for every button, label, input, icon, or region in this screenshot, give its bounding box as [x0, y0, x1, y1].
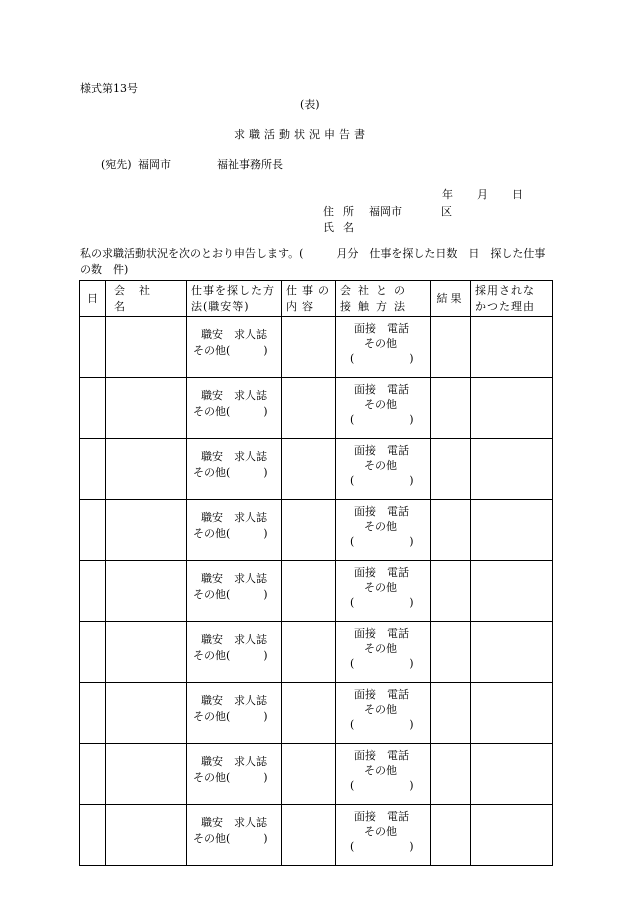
- contact-method-other: その他: [364, 581, 397, 594]
- rejection-reason-cell[interactable]: [471, 561, 553, 622]
- table-row: [80, 744, 553, 805]
- table-row: [80, 500, 553, 561]
- rejection-reason-cell[interactable]: [471, 500, 553, 561]
- search-method-cell[interactable]: [187, 622, 282, 683]
- contact-method-other: その他: [364, 398, 397, 411]
- contact-method-cell[interactable]: [336, 561, 431, 622]
- col-header-search-method-line2: 法(職安等): [191, 299, 250, 313]
- result-cell[interactable]: [431, 683, 471, 744]
- search-method-cell[interactable]: [187, 683, 282, 744]
- declaration-statement: 私の求職活動状況を次のとおり申告します。( 月分 仕事を探した日数 日 探した仕事の数 件): [80, 247, 546, 276]
- company-name-cell[interactable]: [106, 683, 187, 744]
- company-name-cell[interactable]: [106, 500, 187, 561]
- table-row: [80, 439, 553, 500]
- company-name-cell[interactable]: [106, 439, 187, 500]
- day-cell[interactable]: [80, 622, 106, 683]
- search-method-cell[interactable]: [187, 744, 282, 805]
- contact-method-other-blank: ( ): [350, 352, 414, 365]
- contact-method-options: 面接 電話: [354, 505, 409, 518]
- day-cell[interactable]: [80, 439, 106, 500]
- rejection-reason-cell[interactable]: [471, 683, 553, 744]
- search-method-options: 職安 求人誌: [201, 572, 267, 585]
- col-header-contact-method-line2: 接触方法: [340, 299, 412, 313]
- job-search-table: [79, 280, 553, 866]
- table-row: [80, 561, 553, 622]
- result-cell[interactable]: [431, 622, 471, 683]
- contact-method-other: その他: [364, 642, 397, 655]
- search-method-other: その他( ): [193, 344, 268, 357]
- contact-method-options: 面接 電話: [354, 322, 409, 335]
- contact-method-other: その他: [364, 764, 397, 777]
- contact-method-cell[interactable]: [336, 378, 431, 439]
- contact-method-other-blank: ( ): [350, 535, 414, 548]
- search-method-options: 職安 求人誌: [201, 694, 267, 707]
- col-header-rejection-reason-line2: かつた理由: [475, 299, 535, 313]
- day-cell[interactable]: [80, 805, 106, 866]
- day-cell[interactable]: [80, 561, 106, 622]
- table-row: [80, 683, 553, 744]
- search-method-other: その他( ): [193, 832, 268, 845]
- form-number: 様式第13号: [80, 82, 138, 95]
- result-cell[interactable]: [431, 561, 471, 622]
- job-content-cell[interactable]: [282, 805, 336, 866]
- search-method-options: 職安 求人誌: [201, 328, 267, 341]
- contact-method-other-blank: ( ): [350, 596, 414, 609]
- col-header-search-method-line1: 仕事を探した方: [191, 283, 275, 297]
- col-header-search-method: [187, 281, 282, 317]
- col-header-rejection-reason: [471, 281, 553, 317]
- search-method-options: 職安 求人誌: [201, 389, 267, 402]
- search-method-options: 職安 求人誌: [201, 633, 267, 646]
- result-cell[interactable]: [431, 500, 471, 561]
- result-cell[interactable]: [431, 378, 471, 439]
- page-title: 求職活動状況申告書: [234, 128, 369, 141]
- search-method-options: 職安 求人誌: [201, 511, 267, 524]
- job-content-cell[interactable]: [282, 561, 336, 622]
- table-row: [80, 378, 553, 439]
- company-name-cell[interactable]: [106, 561, 187, 622]
- contact-method-other: その他: [364, 520, 397, 533]
- contact-method-other-blank: ( ): [350, 413, 414, 426]
- search-method-other: その他( ): [193, 527, 268, 540]
- day-cell[interactable]: [80, 378, 106, 439]
- search-method-other: その他( ): [193, 649, 268, 662]
- contact-method-cell[interactable]: [336, 317, 431, 378]
- job-content-cell[interactable]: [282, 683, 336, 744]
- job-content-cell[interactable]: [282, 378, 336, 439]
- addressee-office: 福祉事務所長: [217, 158, 283, 171]
- address-label: 住所: [323, 205, 363, 218]
- contact-method-cell[interactable]: [336, 439, 431, 500]
- search-method-options: 職安 求人誌: [201, 450, 267, 463]
- result-cell[interactable]: [431, 317, 471, 378]
- day-cell[interactable]: [80, 500, 106, 561]
- contact-method-options: 面接 電話: [354, 627, 409, 640]
- search-method-cell[interactable]: [187, 439, 282, 500]
- company-name-cell[interactable]: [106, 317, 187, 378]
- contact-method-options: 面接 電話: [354, 810, 409, 823]
- rejection-reason-cell[interactable]: [471, 439, 553, 500]
- contact-method-other-blank: ( ): [350, 657, 414, 670]
- name-label: 氏名: [323, 221, 363, 234]
- rejection-reason-cell[interactable]: [471, 744, 553, 805]
- col-header-job-content-line1: 仕事の: [286, 283, 334, 297]
- contact-method-other-blank: ( ): [350, 840, 414, 853]
- col-header-contact-method: [336, 281, 431, 317]
- col-header-contact-method-line1: 会社との: [340, 283, 412, 297]
- search-method-options: 職安 求人誌: [201, 755, 267, 768]
- contact-method-options: 面接 電話: [354, 383, 409, 396]
- contact-method-other-blank: ( ): [350, 718, 414, 731]
- contact-method-cell[interactable]: [336, 805, 431, 866]
- contact-method-options: 面接 電話: [354, 566, 409, 579]
- date-day-label: 日: [512, 188, 523, 201]
- date-month-label: 月: [477, 188, 488, 201]
- search-method-cell[interactable]: [187, 805, 282, 866]
- company-name-cell[interactable]: [106, 805, 187, 866]
- job-content-cell[interactable]: [282, 317, 336, 378]
- col-header-company: 会社名: [106, 281, 187, 317]
- contact-method-other: その他: [364, 337, 397, 350]
- search-method-cell[interactable]: [187, 561, 282, 622]
- rejection-reason-cell[interactable]: [471, 805, 553, 866]
- col-header-day: 日: [80, 281, 106, 317]
- result-cell[interactable]: [431, 805, 471, 866]
- table-row: [80, 317, 553, 378]
- job-content-cell[interactable]: [282, 500, 336, 561]
- contact-method-options: 面接 電話: [354, 444, 409, 457]
- search-method-options: 職安 求人誌: [201, 816, 267, 829]
- rejection-reason-cell[interactable]: [471, 317, 553, 378]
- search-method-other: その他( ): [193, 588, 268, 601]
- search-method-other: その他( ): [193, 771, 268, 784]
- contact-method-other: その他: [364, 459, 397, 472]
- contact-method-options: 面接 電話: [354, 749, 409, 762]
- rejection-reason-cell[interactable]: [471, 622, 553, 683]
- day-cell[interactable]: [80, 744, 106, 805]
- col-header-rejection-reason-line1: 採用されな: [475, 283, 535, 297]
- company-name-cell[interactable]: [106, 622, 187, 683]
- job-content-cell[interactable]: [282, 744, 336, 805]
- addressee-city: 福岡市: [138, 158, 171, 171]
- contact-method-other-blank: ( ): [350, 779, 414, 792]
- day-cell[interactable]: [80, 317, 106, 378]
- col-header-job-content: [282, 281, 336, 317]
- date-year-label: 年: [442, 188, 453, 201]
- search-method-cell[interactable]: [187, 500, 282, 561]
- front-side-label: (表): [300, 98, 320, 111]
- job-content-cell[interactable]: [282, 439, 336, 500]
- contact-method-options: 面接 電話: [354, 688, 409, 701]
- search-method-other: その他( ): [193, 710, 268, 723]
- day-cell[interactable]: [80, 683, 106, 744]
- contact-method-cell[interactable]: [336, 500, 431, 561]
- job-content-cell[interactable]: [282, 622, 336, 683]
- table-row: [80, 805, 553, 866]
- search-method-other: その他( ): [193, 466, 268, 479]
- contact-method-other-blank: ( ): [350, 474, 414, 487]
- address-city: 福岡市: [369, 205, 402, 218]
- address-ward-label: 区: [441, 205, 452, 218]
- search-method-other: その他( ): [193, 405, 268, 418]
- col-header-job-content-line2: 内容: [286, 299, 318, 313]
- company-name-cell[interactable]: [106, 744, 187, 805]
- contact-method-cell[interactable]: [336, 622, 431, 683]
- company-name-cell[interactable]: [106, 378, 187, 439]
- result-cell[interactable]: [431, 744, 471, 805]
- addressee-prefix: (宛先): [101, 158, 132, 171]
- result-cell[interactable]: [431, 439, 471, 500]
- search-method-cell[interactable]: [187, 378, 282, 439]
- contact-method-cell[interactable]: [336, 744, 431, 805]
- col-header-result: 結果: [431, 281, 471, 317]
- rejection-reason-cell[interactable]: [471, 378, 553, 439]
- contact-method-other: その他: [364, 825, 397, 838]
- search-method-cell[interactable]: [187, 317, 282, 378]
- contact-method-other: その他: [364, 703, 397, 716]
- contact-method-cell[interactable]: [336, 683, 431, 744]
- table-header-row: [80, 281, 553, 317]
- table-row: [80, 622, 553, 683]
